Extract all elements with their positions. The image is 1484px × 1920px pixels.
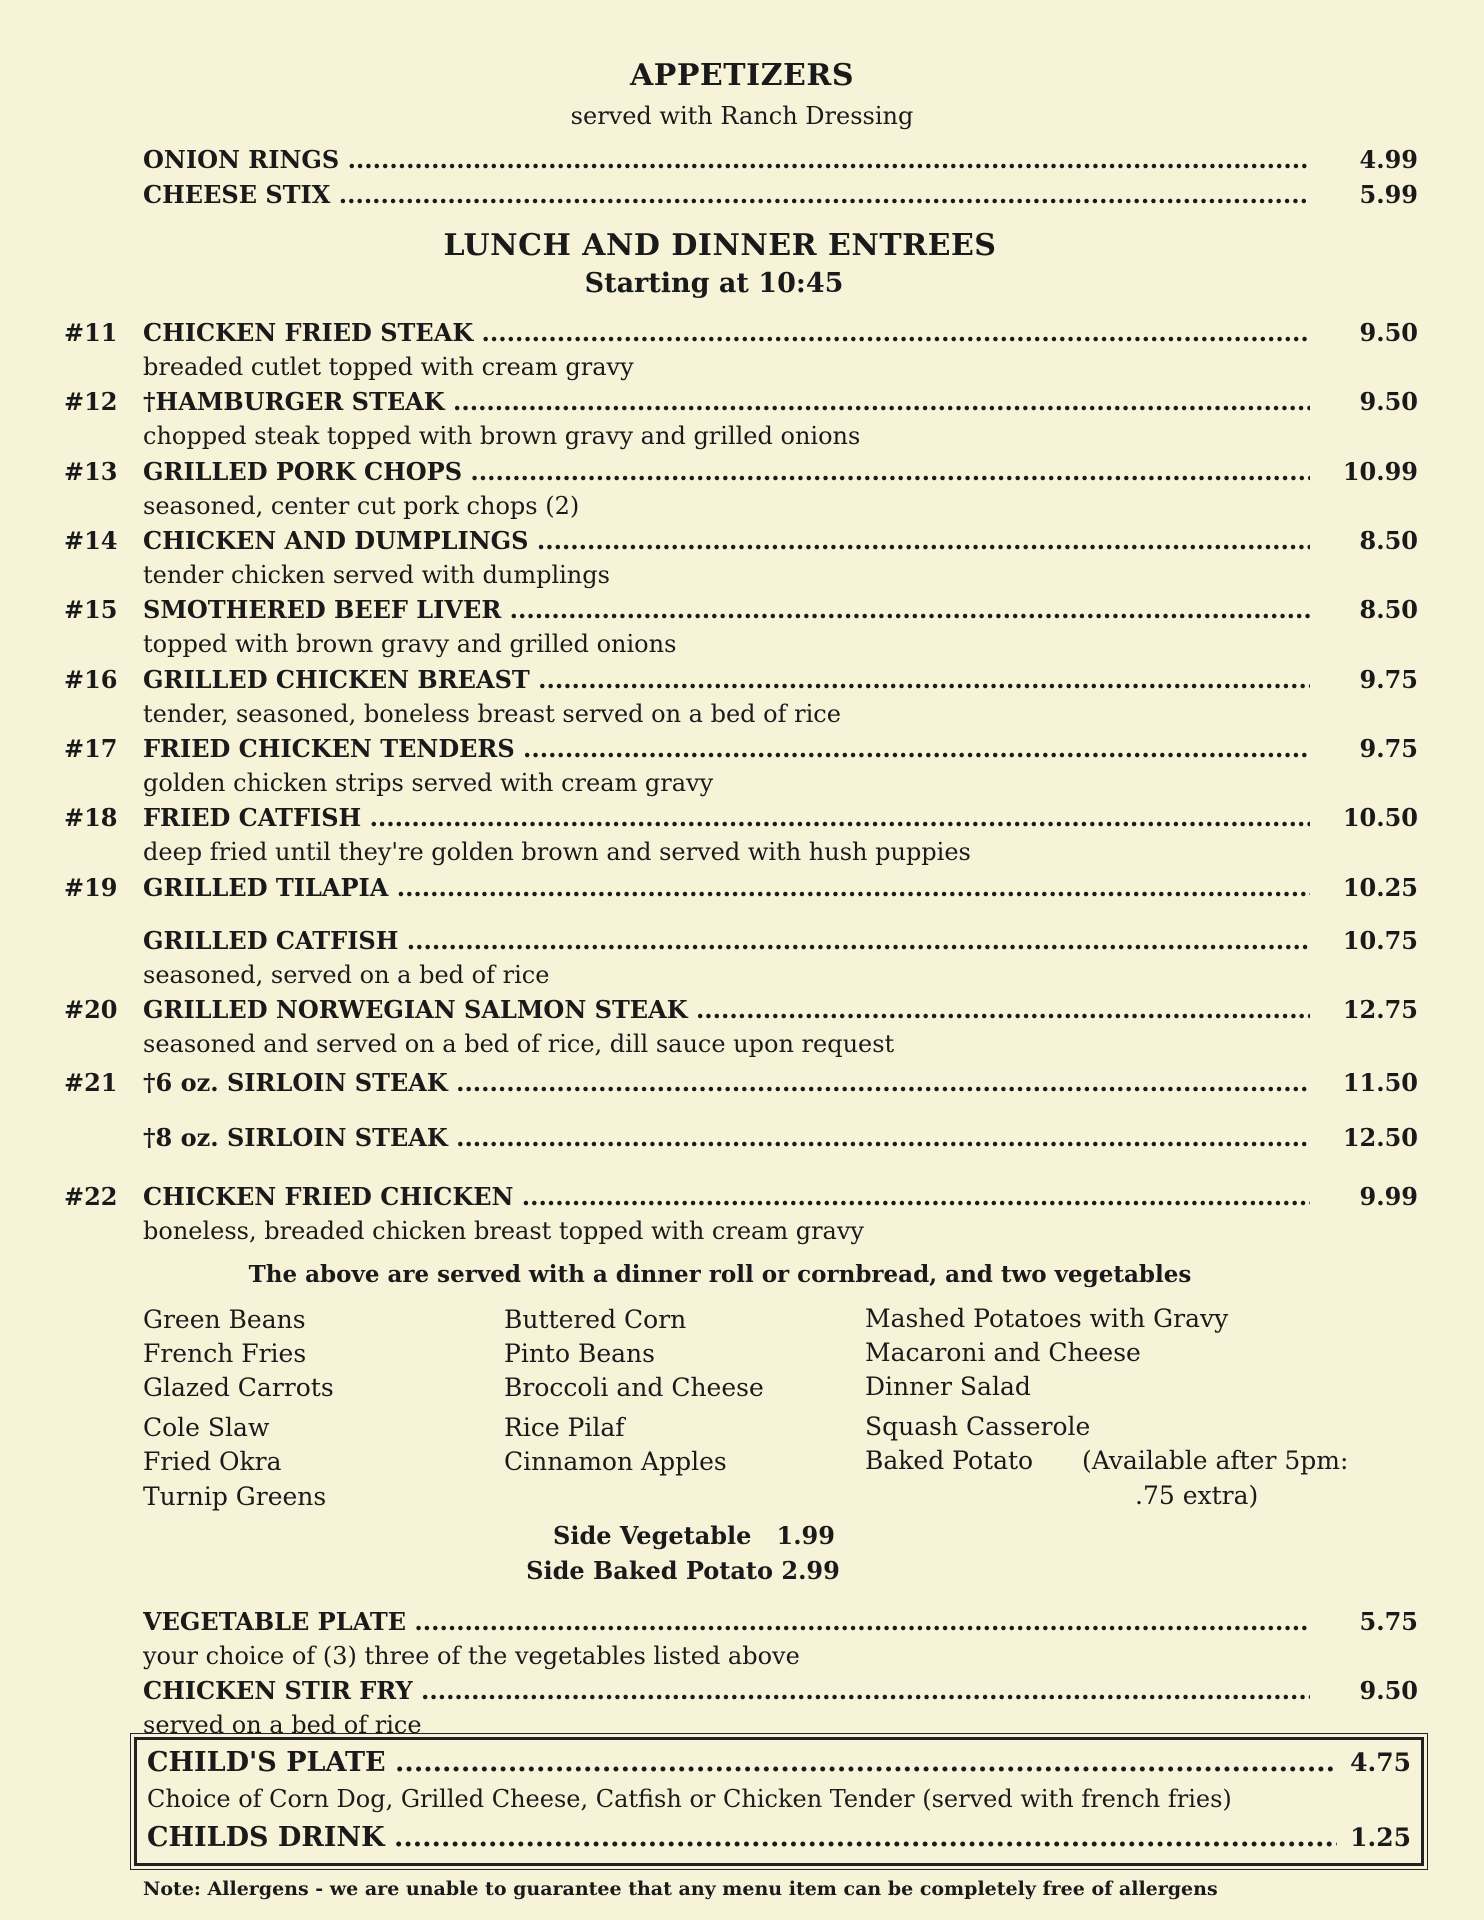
menu-item-8oz-sirloin	[0, 1123, 1484, 1157]
vegetable-item: Broccoli and Cheese	[504, 1373, 764, 1402]
vegetable-item: Green Beans	[143, 1305, 306, 1334]
appetizers-subtitle: served with Ranch Dressing	[570, 102, 914, 130]
childs-menu-box	[134, 1737, 1424, 1866]
menu-item-11	[0, 318, 1484, 352]
item-name: CHICKEN FRIED CHICKEN .....	[143, 1182, 1310, 1211]
item-name: †HAMBURGER STEAK .....	[143, 387, 1310, 416]
menu-item-16	[0, 665, 1484, 699]
item-price: 5.99	[1350, 180, 1418, 209]
item-number: #18	[64, 803, 118, 832]
item-description: golden chicken strips served with cream gravy	[143, 769, 714, 797]
baked-potato-note: (Available after 5pm:	[1082, 1446, 1349, 1475]
entrees-subtitle: Starting at 10:45	[584, 268, 844, 299]
childs-drink-name: CHILDS DRINK .....	[147, 1822, 1337, 1853]
item-price: 8.50	[1350, 526, 1418, 555]
item-name: FRIED CHICKEN TENDERS .....	[143, 734, 1310, 763]
item-price: 11.50	[1333, 1068, 1418, 1097]
item-name: GRILLED CATFISH .....	[143, 926, 1310, 955]
item-number: #19	[64, 873, 118, 902]
vegetable-item: French Fries	[143, 1339, 307, 1368]
menu-item-18	[0, 803, 1484, 837]
menu-item-22	[0, 1182, 1484, 1216]
item-number: #16	[64, 665, 118, 694]
item-price: 12.75	[1333, 995, 1418, 1024]
vegetable-item: Glazed Carrots	[143, 1373, 334, 1402]
item-price: 9.75	[1350, 734, 1418, 763]
item-name: FRIED CATFISH .....	[143, 803, 1310, 832]
menu-item-14	[0, 526, 1484, 560]
item-price: 9.75	[1350, 665, 1418, 694]
item-number: #17	[64, 734, 118, 763]
item-name: GRILLED CHICKEN BREAST .....	[143, 665, 1310, 694]
menu-item-21	[0, 1068, 1484, 1102]
item-description: chopped steak topped with brown gravy and grilled onions	[143, 422, 861, 450]
item-description: your choice of (3) three of the vegetables listed above	[143, 1642, 800, 1670]
item-description: breaded cutlet topped with cream gravy	[143, 353, 634, 381]
vegetable-item: Macaroni and Cheese	[865, 1338, 1141, 1367]
item-price: 10.50	[1333, 803, 1418, 832]
item-name: ONION RINGS .....	[143, 145, 1310, 174]
vegetable-item: Mashed Potatoes with Gravy	[865, 1304, 1229, 1333]
item-name: GRILLED NORWEGIAN SALMON STEAK .....	[143, 995, 1310, 1024]
entrees-title: LUNCH AND DINNER ENTREES	[443, 228, 997, 263]
item-description: served on a bed of rice	[143, 1711, 422, 1739]
menu-item-12	[0, 387, 1484, 421]
item-price: 5.75	[1350, 1607, 1418, 1636]
vegetable-item: Fried Okra	[143, 1447, 282, 1476]
item-name: CHICKEN FRIED STEAK .....	[143, 318, 1310, 347]
item-description: topped with brown gravy and grilled onions	[143, 630, 677, 658]
side-baked-potato-price: Side Baked Potato 2.99	[526, 1556, 840, 1585]
item-name: GRILLED TILAPIA .....	[143, 873, 1310, 902]
item-description: seasoned, served on a bed of rice	[143, 961, 550, 989]
vegetable-item: Baked Potato	[865, 1446, 1034, 1475]
item-price: 12.50	[1333, 1123, 1418, 1152]
item-name: †8 oz. SIRLOIN STEAK .....	[143, 1123, 1310, 1152]
vegetable-item: Squash Casserole	[865, 1412, 1091, 1441]
item-price: 9.99	[1350, 1182, 1418, 1211]
item-price: 10.75	[1333, 926, 1418, 955]
item-description: boneless, breaded chicken breast topped with cream gravy	[143, 1217, 864, 1245]
vegetable-item: Cole Slaw	[143, 1413, 270, 1442]
menu-item-vegetable-plate	[0, 1607, 1484, 1641]
menu-item-cheese-stix	[0, 180, 1484, 214]
item-name: GRILLED PORK CHOPS .....	[143, 457, 1310, 486]
menu-item-19	[0, 873, 1484, 907]
item-price: 9.50	[1350, 1676, 1418, 1705]
item-name: CHEESE STIX .....	[143, 180, 1310, 209]
item-price: 9.50	[1350, 387, 1418, 416]
item-name: CHICKEN STIR FRY .....	[143, 1676, 1310, 1705]
item-price: 4.99	[1350, 145, 1418, 174]
item-number: #11	[64, 318, 118, 347]
baked-potato-extra: .75 extra)	[1135, 1481, 1259, 1510]
childs-plate-name: CHILD'S PLATE .....	[147, 1747, 1337, 1778]
item-price: 8.50	[1350, 595, 1418, 624]
item-number: #21	[64, 1068, 118, 1097]
item-description: seasoned and served on a bed of rice, dill sauce upon request	[143, 1030, 895, 1058]
served-with-note: The above are served with a dinner roll or cornbread, and two vegetables	[248, 1261, 1192, 1288]
item-description: tender chicken served with dumplings	[143, 561, 610, 589]
item-name: SMOTHERED BEEF LIVER .....	[143, 595, 1310, 624]
item-name: VEGETABLE PLATE .....	[143, 1607, 1310, 1636]
childs-plate-description: Choice of Corn Dog, Grilled Cheese, Catfish or Chicken Tender (served with french fries)	[147, 1785, 1232, 1813]
vegetable-item: Rice Pilaf	[504, 1413, 625, 1442]
item-price: 9.50	[1350, 318, 1418, 347]
side-vegetable-price: Side Vegetable 1.99	[553, 1521, 835, 1550]
menu-item-onion-rings	[0, 145, 1484, 179]
item-number: #15	[64, 595, 118, 624]
item-description: deep fried until they're golden brown and served with hush puppies	[143, 838, 971, 866]
menu-item-17	[0, 734, 1484, 768]
menu-item-20	[0, 995, 1484, 1029]
menu-item-13	[0, 457, 1484, 491]
item-description: tender, seasoned, boneless breast served on a bed of rice	[143, 700, 841, 728]
appetizers-title: APPETIZERS	[630, 58, 854, 93]
menu-item-chicken-stir-fry	[0, 1676, 1484, 1710]
vegetable-item: Cinnamon Apples	[504, 1447, 727, 1476]
item-number: #12	[64, 387, 118, 416]
item-number: #22	[64, 1182, 118, 1211]
allergen-note: Note: Allergens - we are unable to guarantee that any menu item can be completely free of allergens	[143, 1878, 1218, 1900]
childs-plate-price: 4.75	[1342, 1748, 1411, 1777]
item-number: #13	[64, 457, 118, 486]
item-price: 10.25	[1333, 873, 1418, 902]
vegetable-item: Turnip Greens	[143, 1482, 327, 1511]
vegetable-item: Dinner Salad	[865, 1372, 1031, 1401]
item-description: seasoned, center cut pork chops (2)	[143, 492, 580, 520]
item-price: 10.99	[1333, 457, 1418, 486]
item-number: #20	[64, 995, 118, 1024]
item-number: #14	[64, 526, 118, 555]
menu-item-grilled-catfish	[0, 926, 1484, 960]
item-name: †6 oz. SIRLOIN STEAK .....	[143, 1068, 1310, 1097]
menu-item-15	[0, 595, 1484, 629]
childs-drink-price: 1.25	[1342, 1823, 1411, 1852]
item-name: CHICKEN AND DUMPLINGS .....	[143, 526, 1310, 555]
vegetable-item: Pinto Beans	[504, 1339, 655, 1368]
vegetable-item: Buttered Corn	[504, 1305, 687, 1334]
